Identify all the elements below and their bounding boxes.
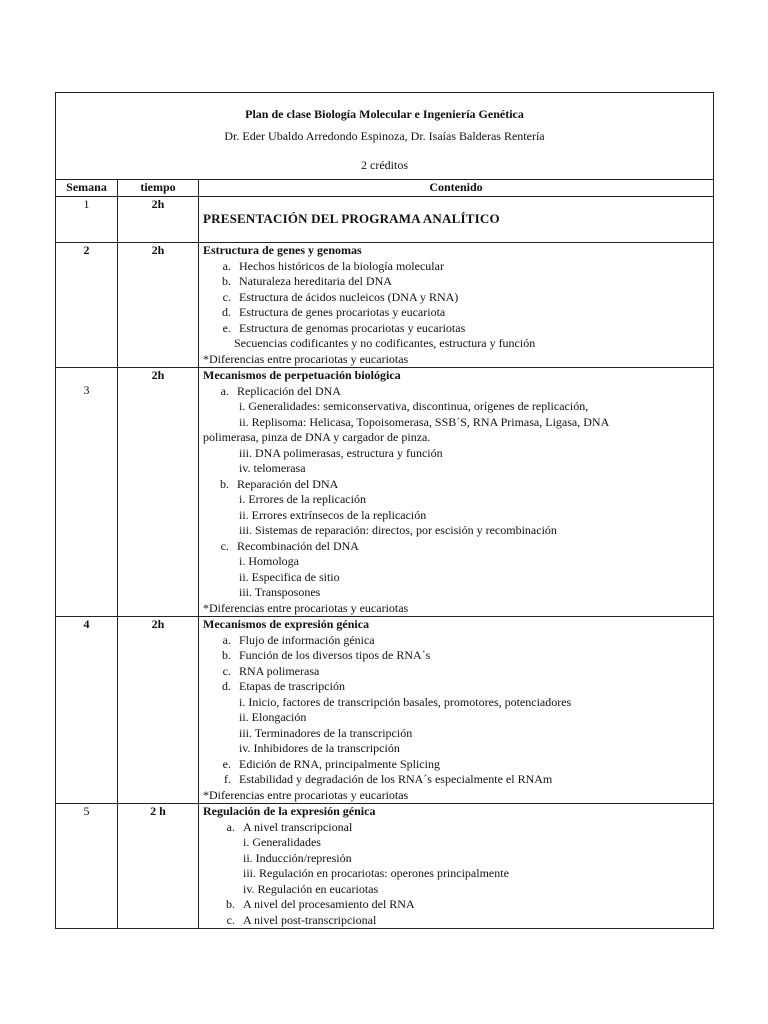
note: *Diferencias entre procariotas y eucariotas	[203, 787, 409, 802]
sub-item: ii. Elongación	[239, 710, 307, 724]
sub-item: ii. Errores extrínsecos de la replicación	[239, 507, 427, 522]
list-item: b. A nivel del procesamiento del RNA	[226, 897, 415, 911]
sub-item: iv. telomerasa	[239, 461, 306, 475]
sub-item: ii. Especifica de sitio	[239, 569, 340, 584]
list-item: c. Recombinación del DNA	[220, 538, 359, 553]
sub-item: iii. Terminadores de la transcripción	[239, 725, 413, 740]
list-item: b. Naturaleza hereditaria del DNA	[222, 274, 392, 288]
week-content	[199, 368, 714, 617]
list-item: c. RNA polimerasa	[222, 663, 320, 678]
sub-item: iii. Transposones	[239, 585, 321, 599]
sub-item: iv. Regulación en eucariotas	[243, 881, 379, 896]
table-row-week-3	[56, 368, 714, 617]
table-row-week-5	[56, 804, 714, 929]
list-item: e. Estructura de genomas procariotas y eucariotas	[222, 320, 466, 335]
note: *Diferencias entre procariotas y eucariotas	[203, 351, 409, 366]
list-item: b. Función de los diversos tipos de RNA´s	[222, 648, 431, 662]
list-item-continuation: Secuencias codificantes y no codificantes, estructura y función	[234, 336, 536, 350]
week-content	[199, 243, 714, 368]
sub-item: i. Generalidades	[243, 835, 321, 849]
table-row-week-2	[56, 243, 714, 368]
list-item: d. Etapas de trascripción	[222, 679, 345, 693]
sub-item: ii. Replisoma: Helicasa, Topoisomerasa, SSB´S, RNA Primasa, Ligasa, DNA	[239, 414, 610, 429]
list-item: a. Replicación del DNA	[220, 383, 341, 398]
list-item: e. Edición de RNA, principalmente Splicing	[222, 756, 440, 771]
sub-item: i. Errores de la replicación	[239, 492, 366, 506]
note: *Diferencias entre procariotas y eucariotas	[203, 600, 409, 615]
sub-item-continuation: polimerasa, pinza de DNA y cargador de pinza.	[203, 430, 431, 444]
sub-item: i. Inicio, factores de transcripción basales, promotores, potenciadores	[239, 694, 572, 709]
section-title: Mecanismos de expresión génica	[203, 617, 370, 631]
list-item: f. Estabilidad y degradación de los RNA´s especialmente el RNAm	[224, 772, 553, 786]
class-plan-table	[55, 92, 714, 929]
section-title: Mecanismos de perpetuación biológica	[203, 368, 401, 382]
sub-item: iii. Regulación en procariotas: operones principalmente	[243, 866, 509, 880]
week-time: 2h	[118, 197, 199, 243]
table-row-week-4	[56, 617, 714, 804]
week-time: 2h	[118, 243, 199, 368]
sub-item: i. Homologa	[239, 554, 299, 568]
week-content	[199, 197, 714, 243]
week-time: 2h	[118, 617, 199, 804]
week-number: 3	[56, 368, 118, 617]
week-time: 2h	[118, 368, 199, 617]
week-number: 2	[56, 243, 118, 368]
sub-item: iii. Sistemas de reparación: directos, por escisión y recombinación	[239, 523, 557, 537]
week-content	[199, 804, 714, 929]
authors: Dr. Eder Ubaldo Arredondo Espinoza, Dr. Isaías Balderas Rentería	[224, 128, 545, 143]
section-title: Estructura de genes y genomas	[203, 243, 362, 257]
column-header-tiempo: tiempo	[118, 180, 199, 197]
week-number: 5	[56, 804, 118, 929]
list-item: c. Estructura de ácidos nucleicos (DNA y RNA)	[222, 289, 459, 304]
sub-item: iii. DNA polimerasas, estructura y función	[239, 445, 443, 460]
credits: 2 créditos	[361, 158, 408, 172]
column-header-semana: Semana	[56, 180, 118, 197]
column-header-row	[56, 180, 714, 197]
header-row	[56, 93, 714, 180]
section-title: Regulación de la expresión génica	[203, 804, 376, 818]
sub-item: iv. Inhibidores de la transcripción	[239, 741, 400, 755]
list-item: d. Estructura de genes procariotas y eucariota	[222, 305, 446, 319]
document-title: Plan de clase Biología Molecular e Ingeniería Genética	[245, 107, 524, 121]
header-cell	[56, 93, 714, 180]
section-title: PRESENTACIÓN DEL PROGRAMA ANALÍTICO	[203, 211, 500, 226]
list-item: a. A nivel transcripcional	[226, 819, 353, 834]
sub-item: ii. Inducción/represión	[243, 850, 352, 865]
list-item: b. Reparación del DNA	[220, 476, 339, 491]
week-content	[199, 617, 714, 804]
list-item: c. A nivel post-transcripcional	[226, 912, 377, 927]
table-row-week-1	[56, 197, 714, 243]
week-number: 4	[56, 617, 118, 804]
list-item: a. Hechos históricos de la biología molecular	[222, 258, 444, 273]
sub-item: i. Generalidades: semiconservativa, discontinua, orígenes de replicación,	[239, 399, 589, 413]
list-item: a. Flujo de información génica	[222, 632, 375, 647]
week-number: 1	[56, 197, 118, 243]
column-header-contenido: Contenido	[199, 180, 714, 197]
week-time: 2 h	[118, 804, 199, 929]
